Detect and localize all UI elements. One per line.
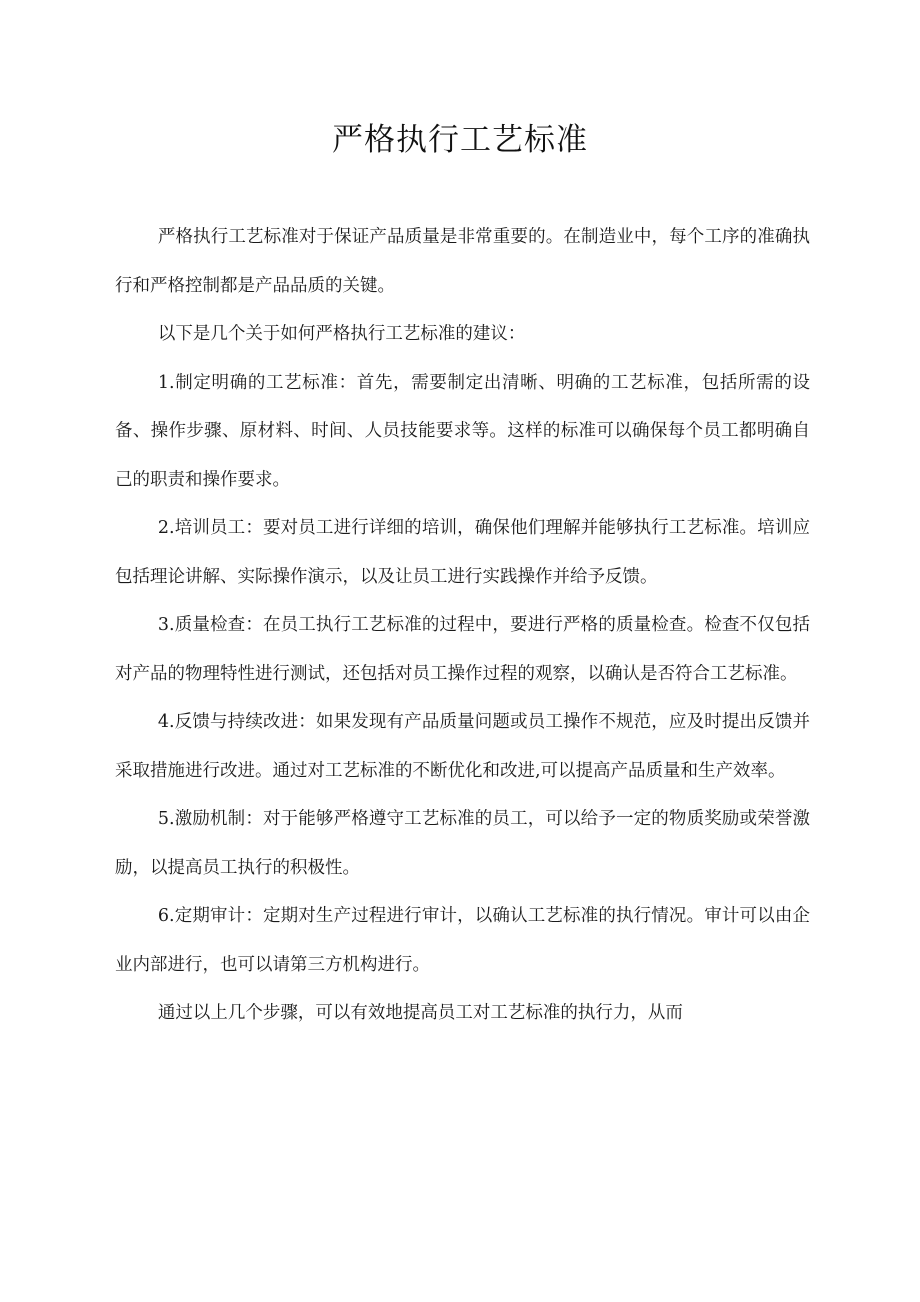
paragraph-item-3: 3.质量检查：在员工执行工艺标准的过程中，要进行严格的质量检查。检查不仅包括对产品的物理特性进行测试，还包括对员工操作过程的观察，以确认是否符合工艺标准。 xyxy=(115,615,810,684)
page-title: 严格执行工艺标准 xyxy=(332,122,588,158)
paragraph-intro: 严格执行工艺标准对于保证产品质量是非常重要的。在制造业中，每个工序的准确执行和严格控制都是产品品质的关键。 xyxy=(115,227,810,296)
paragraph-suggestions-lead: 以下是几个关于如何严格执行工艺标准的建议： xyxy=(157,324,526,344)
document-body xyxy=(115,213,810,1038)
paragraph-conclusion: 通过以上几个步骤，可以有效地提高员工对工艺标准的执行力，从而 xyxy=(157,1003,683,1023)
paragraph-item-4: 4.反馈与持续改进：如果发现有产品质量问题或员工操作不规范，应及时提出反馈并采取措施进行改进。通过对工艺标准的不断优化和改进,可以提高产品质量和生产效率。 xyxy=(115,712,810,781)
paragraph-item-5: 5.激励机制：对于能够严格遵守工艺标准的员工，可以给予一定的物质奖励或荣誉激励，以提高员工执行的积极性。 xyxy=(115,809,810,878)
paragraph-item-6: 6.定期审计：定期对生产过程进行审计，以确认工艺标准的执行情况。审计可以由企业内部进行，也可以请第三方机构进行。 xyxy=(115,906,810,975)
paragraph-item-1: 1.制定明确的工艺标准：首先，需要制定出清晰、明确的工艺标准，包括所需的设备、操作步骤、原材料、时间、人员技能要求等。这样的标准可以确保每个员工都明确自己的职责和操作要求。 xyxy=(115,372,810,490)
paragraph-item-2: 2.培训员工：要对员工进行详细的培训，确保他们理解并能够执行工艺标准。培训应包括理论讲解、实际操作演示，以及让员工进行实践操作并给予反馈。 xyxy=(115,518,810,587)
